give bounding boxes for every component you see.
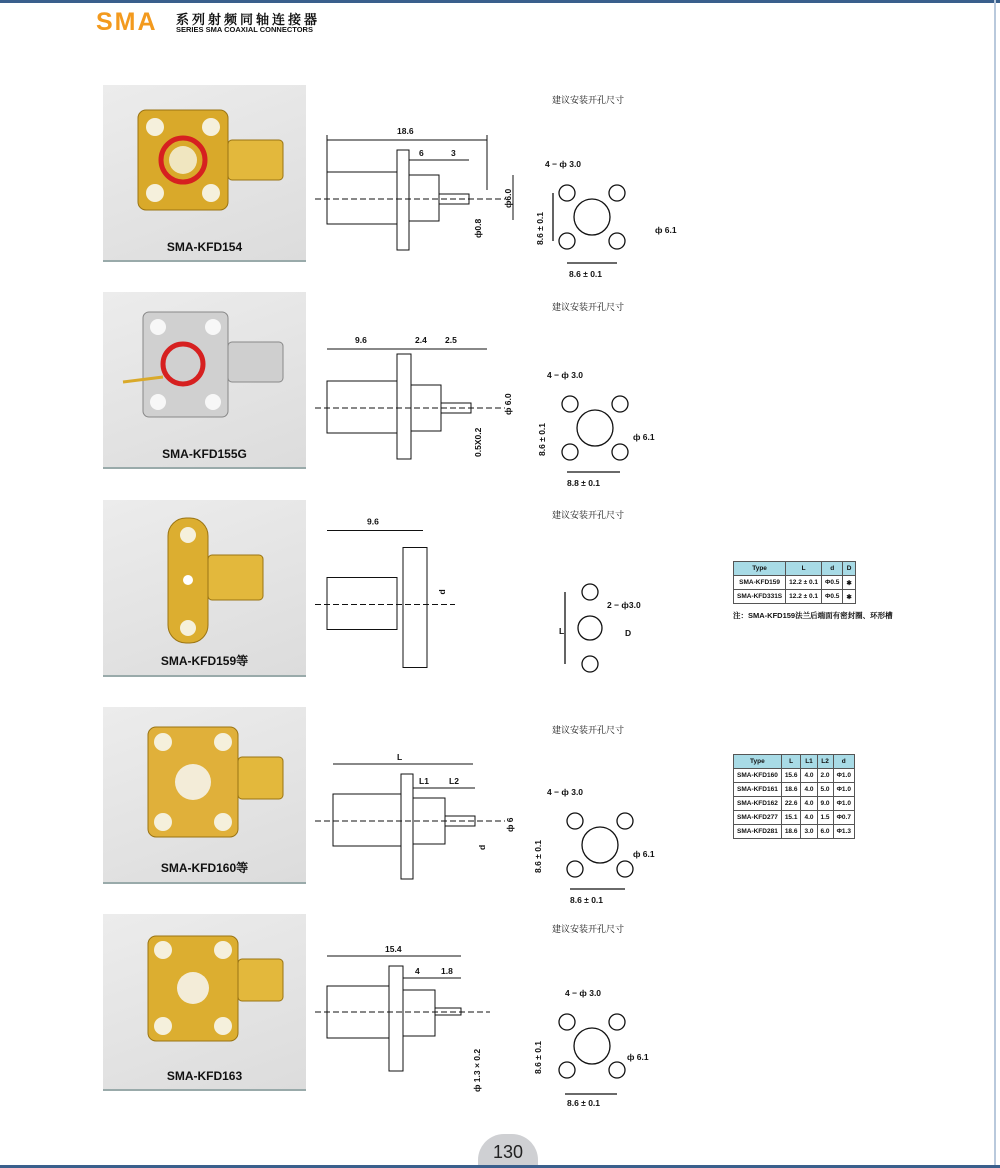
product-label: SMA-KFD160等 [160, 861, 249, 875]
svg-text:4: 4 [415, 966, 420, 976]
svg-text:ф 6.1: ф 6.1 [627, 1052, 649, 1062]
svg-text:ф0.8: ф0.8 [473, 218, 483, 238]
hole-pattern [515, 334, 715, 514]
svg-text:L1: L1 [419, 776, 429, 786]
svg-text:ф 6.1: ф 6.1 [655, 225, 677, 235]
table-row: SMA-KFD281 18.6 3.0 6.0 Φ1.3 [734, 825, 855, 839]
svg-text:3: 3 [451, 148, 456, 158]
hole-note-title: 建议安装开孔尺寸 [552, 510, 625, 520]
col-header: d [833, 755, 854, 769]
hole-pattern [515, 751, 715, 931]
svg-text:ф 6: ф 6 [505, 817, 515, 832]
svg-text:ф 6.1: ф 6.1 [633, 849, 655, 859]
outline-drawing [315, 505, 520, 685]
hole-pattern [515, 540, 715, 720]
connector-image [103, 500, 306, 650]
col-header: L [786, 562, 822, 576]
top-rule [0, 0, 1000, 3]
hole-pattern [515, 123, 715, 303]
col-header: Type [734, 755, 782, 769]
product-photo [103, 707, 306, 884]
product-label: SMA-KFD159等 [160, 654, 249, 668]
svg-text:d: d [477, 844, 487, 850]
svg-text:4 − ф 3.0: 4 − ф 3.0 [545, 159, 582, 169]
connector-image [103, 914, 306, 1064]
svg-text:4 − ф 3.0: 4 − ф 3.0 [565, 988, 602, 998]
svg-text:2 − ф3.0: 2 − ф3.0 [607, 600, 641, 610]
product-photo [103, 500, 306, 677]
svg-text:d: d [437, 589, 447, 595]
svg-text:18.6: 18.6 [397, 126, 414, 136]
hole-note-title: 建议安装开孔尺寸 [552, 924, 625, 934]
outline-drawing [315, 737, 520, 917]
table-row: SMA-KFD161 18.6 4.0 5.0 Φ1.0 [734, 783, 855, 797]
table-note: 注：SMA-KFD159法兰后端面有密封圈、环形槽 [733, 611, 893, 620]
svg-text:L: L [559, 626, 565, 636]
table-row: SMA-KFD162 22.6 4.0 9.0 Φ1.0 [734, 797, 855, 811]
svg-text:8.6 ± 0.1: 8.6 ± 0.1 [567, 1098, 601, 1108]
product-photo [103, 292, 306, 469]
col-header: L [781, 755, 801, 769]
svg-text:8.6 ± 0.1: 8.6 ± 0.1 [535, 211, 545, 245]
table-row: SMA-KFD277 15.1 4.0 1.5 Φ0.7 [734, 811, 855, 825]
svg-text:8.6 ± 0.1: 8.6 ± 0.1 [569, 269, 603, 279]
header-title-cn: 系列射频同轴连接器 [176, 12, 321, 27]
brand-logo: SMA [96, 8, 158, 36]
svg-text:ф 1.3 × 0.2: ф 1.3 × 0.2 [472, 1048, 482, 1092]
hole-pattern [515, 952, 715, 1132]
table-row: SMA-KFD160 15.6 4.0 2.0 Φ1.0 [734, 769, 855, 783]
svg-text:2.4: 2.4 [415, 335, 427, 345]
product-label: SMA-KFD154 [166, 240, 243, 254]
svg-text:8.6 ± 0.1: 8.6 ± 0.1 [533, 839, 543, 873]
product-row-5 [0, 914, 1000, 1108]
svg-text:9.6: 9.6 [367, 516, 379, 527]
hole-note-title: 建议安装开孔尺寸 [552, 95, 625, 105]
svg-text:D: D [625, 628, 632, 638]
svg-text:9.6: 9.6 [355, 335, 367, 345]
svg-text:1.8: 1.8 [441, 966, 453, 976]
product-row-1 [0, 85, 1000, 279]
page-number: 130 [492, 1142, 524, 1162]
product-row-2 [0, 292, 1000, 488]
svg-text:6: 6 [419, 148, 424, 158]
product-label: SMA-KFD155G [162, 447, 247, 461]
svg-text:8.6 ± 0.1: 8.6 ± 0.1 [570, 895, 604, 905]
svg-text:4 − ф 3.0: 4 − ф 3.0 [547, 370, 584, 380]
spec-table-kfd159 [733, 561, 856, 604]
svg-text:8.8 ± 0.1: 8.8 ± 0.1 [567, 478, 601, 488]
product-photo [103, 85, 306, 262]
outline-drawing [315, 314, 520, 494]
svg-text:ф 6.0: ф 6.0 [503, 393, 513, 415]
product-photo [103, 914, 306, 1091]
svg-text:8.6 ± 0.1: 8.6 ± 0.1 [537, 422, 547, 456]
svg-text:ф6.0: ф6.0 [503, 188, 513, 208]
svg-text:8.6 ± 0.1: 8.6 ± 0.1 [533, 1040, 543, 1074]
table-row: SMA-KFD331S 12.2 ± 0.1 Φ0.5 ✱ [734, 590, 856, 604]
col-header: d [822, 562, 843, 576]
col-header: L1 [801, 755, 817, 769]
connector-image [103, 292, 306, 442]
outline-drawing [315, 105, 520, 285]
hole-note-title: 建议安装开孔尺寸 [552, 725, 625, 735]
connector-image [103, 85, 306, 235]
svg-text:L2: L2 [449, 776, 459, 786]
col-header: Type [734, 562, 786, 576]
spec-table-kfd160 [733, 754, 855, 839]
col-header: L2 [817, 755, 833, 769]
svg-text:L: L [397, 752, 403, 762]
svg-text:15.4: 15.4 [385, 944, 402, 954]
svg-text:ф 6.1: ф 6.1 [633, 432, 655, 442]
connector-image [103, 707, 306, 857]
outline-drawing [315, 929, 520, 1109]
svg-text:2.5: 2.5 [445, 335, 457, 345]
table-row: SMA-KFD159 12.2 ± 0.1 Φ0.5 ✱ [734, 576, 856, 590]
header-title-en: SERIES SMA COAXIAL CONNECTORS [176, 25, 313, 34]
svg-text:0.5X0.2: 0.5X0.2 [473, 427, 483, 457]
hole-note-title: 建议安装开孔尺寸 [552, 302, 625, 312]
product-label: SMA-KFD163 [166, 1069, 243, 1083]
col-header: D [843, 562, 855, 576]
svg-text:4 − ф 3.0: 4 − ф 3.0 [547, 787, 584, 797]
